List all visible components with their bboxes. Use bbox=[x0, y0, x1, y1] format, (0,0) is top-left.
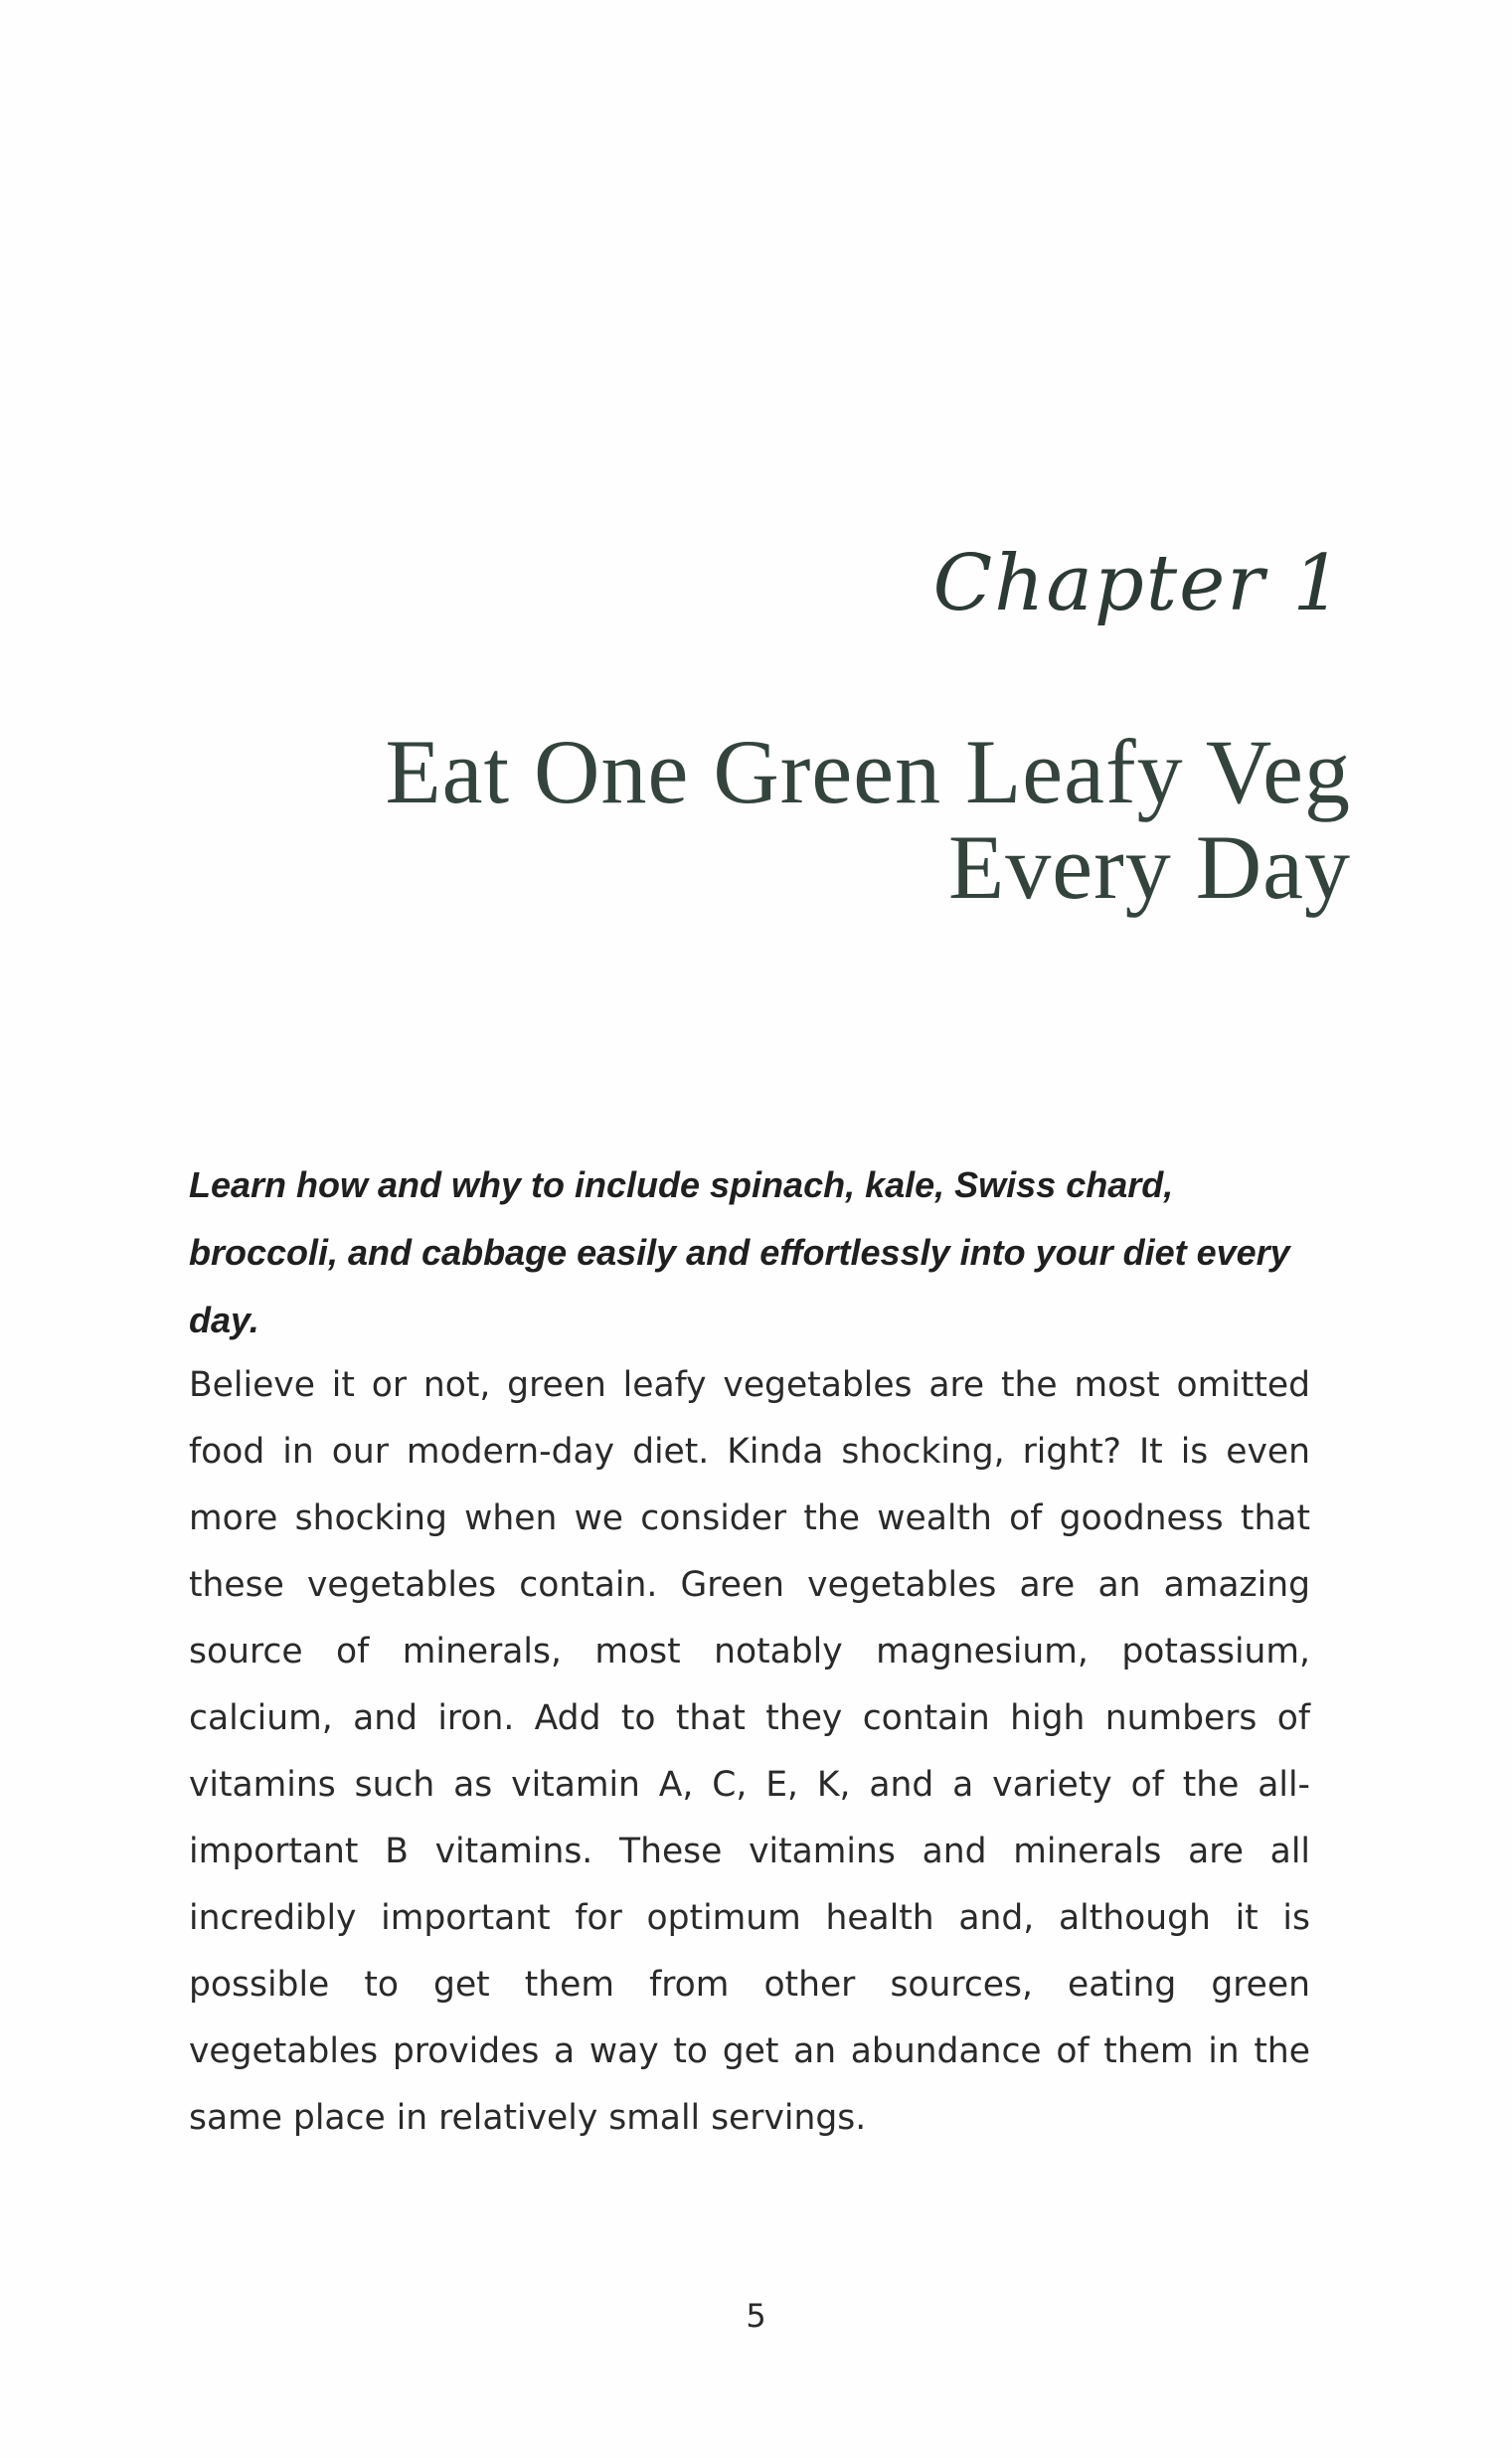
chapter-label: Chapter 1 bbox=[932, 539, 1344, 628]
chapter-title: Eat One Green Leafy Veg Every Day bbox=[385, 721, 1351, 918]
chapter-intro: Learn how and why to include spinach, kale, Swiss chard, broccoli, and cabbage easily and effortlessly into your diet every day. bbox=[189, 1164, 1290, 1340]
page-number: 5 bbox=[746, 2297, 766, 2335]
body-paragraph: Believe it or not, green leafy vegetables are the most omitted food in our modern-day diet. Kinda shocking, right? It is even more shocking when we consider the wealth of goodness that these vegetables contain. Green vegetables are an amazing source of minerals, most notably magnesium, potassium, calcium, and iron. Add to that they contain high numbers of vitamins such as vitamin A, C, E, K, and a variety of the all-important B vitamins. These vitamins and minerals are all incredibly important for optimum health and, although it is possible to get them from other sources, eating green vegetables provides a way to get an abundance of them in the same place in relatively small servings. bbox=[189, 1365, 1310, 2138]
